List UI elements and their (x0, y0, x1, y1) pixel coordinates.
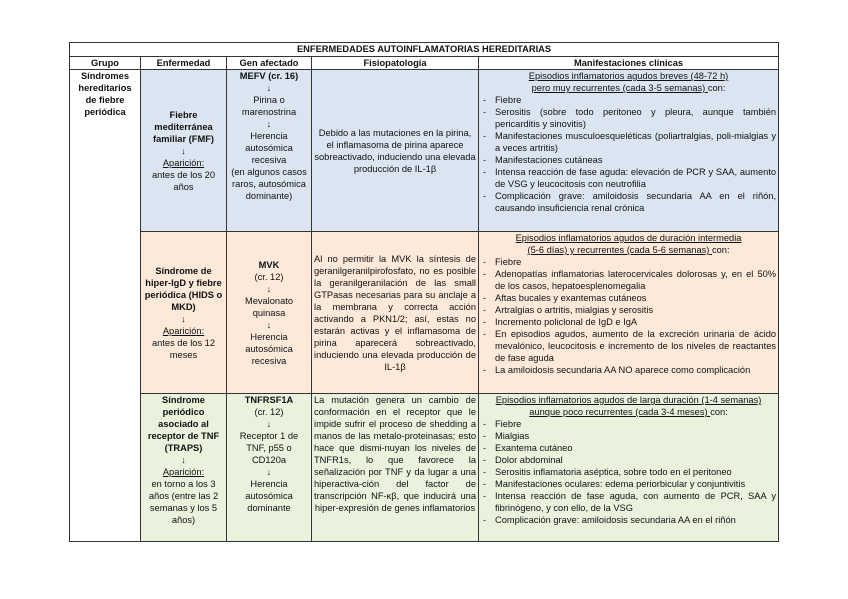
manifestations-list (481, 418, 776, 526)
disease-name: Fiebre mediterránea familiar (FMF) (153, 109, 214, 144)
header-manifestaciones: Manifestaciones clínicas (479, 57, 779, 70)
list-item: - Aftas bucales y exantemas cutáneos (481, 292, 776, 304)
manifestations-cell (479, 232, 779, 394)
table-row-hids (70, 232, 779, 394)
down-arrow-icon: ↓ (181, 313, 186, 324)
group-cell: Síndromes hereditarios de fiebre periódica (70, 70, 141, 542)
manif-head-line2: (5-6 días) y recurrentes (cada 5-6 semanas) (527, 245, 710, 255)
inheritance: Herencia autosómica recesiva (245, 331, 293, 366)
onset-label: Aparición: (162, 467, 205, 477)
gene-chromosome: (cr. 12) (254, 271, 284, 282)
manif-head-line1: Episodios inflamatorios agudos de duración intermedia (515, 233, 742, 243)
down-arrow-icon: ↓ (266, 283, 272, 294)
autoinflammatory-diseases-table (69, 42, 779, 542)
down-arrow-icon: ↓ (181, 145, 186, 156)
physiopathology-cell: Al no permitir la MVK la síntesis de geranilgeranilpirofosfato, no es posible la geranilgeranilación de las small GTPasas necesarias para su anclaje a la membrana y correcta acción activando a PKN1/2; así, estas no estarán activas y el inflamasoma de pirina aparecerá sobreactivado, induciendo una elevada producción de IL-1β (312, 232, 479, 394)
manif-head-tail: con: (707, 83, 726, 93)
onset-label: Aparición: (162, 157, 205, 168)
list-item: - Intensa reacción de fase aguda, con aumento de PCR, SAA y fibrinógeno, y con ello, de la VSG (481, 490, 776, 514)
list-item: - Manifestaciones cutáneas (481, 154, 776, 166)
list-item: - Serositis inflamatoria aséptica, sobre todo en el peritoneo (481, 466, 776, 478)
table-title: ENFERMEDADES AUTOINFLAMATORIAS HEREDITARIAS (70, 43, 779, 57)
list-item: - Serositis (sobre todo peritoneo y pleura, aunque también pericarditis y sinovitis) (481, 106, 776, 130)
manif-head-line1: Episodios inflamatorios agudos de larga duración (1-4 semanas) (495, 395, 762, 405)
list-item: - La amiloidosis secundaria AA NO aparece como complicación (481, 364, 776, 376)
disease-name: Síndrome periódico asociado al receptor de TNF (TRAPS) (147, 395, 220, 453)
manifestations-list (481, 94, 776, 214)
manifestations-heading (481, 70, 776, 94)
gene-chromosome: (cr. 12) (254, 407, 284, 417)
onset-value: antes de los 20 años (151, 169, 216, 192)
disease-name: Síndrome de hiper-IgD y fiebre periódica (HIDS o MKD) (144, 265, 223, 312)
disease-cell (141, 70, 227, 232)
manifestations-heading (481, 394, 776, 418)
physiopathology-cell: La mutación genera un cambio de conformación en el receptor que le impide sufrir el proceso de shedding a manos de las metalo-proteinasas; esto hace que dismi-nuyan los niveles de TNFR1s, lo que favorece la señalización por TNF y da lugar a una hiperactiva-ción del factor de transcripción NF-κβ, que inducirá una hiper-expresión de genes inflamatorios (312, 394, 479, 542)
manif-head-line2: pero muy recurrentes (cada 3-5 semanas) (531, 83, 706, 93)
list-item: - Adenopatías inflamatorias laterocervicales dolorosas y, en el 50% de los casos, hepatoesplenomegalia (481, 268, 776, 292)
inheritance: Herencia autosómica dominante (245, 479, 293, 513)
list-item: - Manifestaciones oculares: edema periorbicular y conjuntivitis (481, 478, 776, 490)
down-arrow-icon: ↓ (181, 455, 186, 465)
gene-cell (227, 70, 312, 232)
onset-value: antes de los 12 meses (151, 337, 216, 360)
table-row-fmf (70, 70, 779, 232)
manif-head-line2: aunque poco recurrentes (cada 3-4 meses) (529, 407, 708, 417)
gene-name: TNFRSF1A (244, 395, 294, 405)
list-item: - Exantema cutáneo (481, 442, 776, 454)
gene-product: Receptor 1 de TNF, p55 o CD120a (239, 431, 299, 465)
gene-product: Mevalonato quinasa (244, 295, 294, 318)
manifestations-cell (479, 70, 779, 232)
manif-head-line1: Episodios inflamatorios agudos breves (48-72 h) (528, 71, 729, 81)
gene-cell (227, 394, 312, 542)
list-item: - Artralgias o artritis, mialgias y serositis (481, 304, 776, 316)
gene-name: MVK (258, 259, 280, 270)
gene-product: Pirina o marenostrina (241, 95, 297, 117)
manif-head-tail: con: (710, 407, 728, 417)
manifestations-list (481, 256, 776, 376)
list-item: - Complicación grave: amiloidosis secundaria AA en el riñón (481, 514, 776, 526)
down-arrow-icon: ↓ (266, 319, 272, 330)
list-item: - Fiebre (481, 94, 776, 106)
down-arrow-icon: ↓ (266, 467, 272, 477)
down-arrow-icon: ↓ (266, 83, 272, 93)
inheritance-note: (en algunos casos raros, autosómica dominante) (231, 167, 307, 201)
onset-value: en torno a los 3 años (entre las 2 semanas y los 5 años) (148, 479, 219, 525)
list-item: - Fiebre (481, 256, 776, 268)
list-item: - Dolor abdominal (481, 454, 776, 466)
header-grupo: Grupo (70, 57, 141, 70)
manifestations-heading (481, 232, 776, 256)
list-item: - Intensa reacción de fase aguda: elevación de PCR y SAA, aumento de VSG y leucocitosis con neutrofilia (481, 166, 776, 190)
onset-label: Aparición: (162, 325, 205, 336)
list-item: - En episodios agudos, aumento de la excreción urinaria de ácido mevalónico, leucocitosis e incremento de los niveles de reactantes de fase aguda (481, 328, 776, 364)
list-item: - Fiebre (481, 418, 776, 430)
list-item: - Manifestaciones musculoesqueléticas (poliartralgias, poli-mialgias y a veces artritis) (481, 130, 776, 154)
table-row-traps (70, 394, 779, 542)
list-item: - Complicación grave: amiloidosis secundaria AA en el riñón, causando insuficiencia renal crónica (481, 190, 776, 214)
gene-cell (227, 232, 312, 394)
disease-cell (141, 394, 227, 542)
list-item: - Mialgias (481, 430, 776, 442)
down-arrow-icon: ↓ (266, 419, 272, 429)
header-gen-afectado: Gen afectado (227, 57, 312, 70)
manif-head-tail: con: (711, 245, 730, 255)
manifestations-cell (479, 394, 779, 542)
header-fisiopatologia: Fisiopatología (312, 57, 479, 70)
physiopathology-cell: Debido a las mutaciones en la pirina, el inflamasoma de pirina aparece sobreactivado, induciendo una elevada producción de IL-1β (312, 70, 479, 232)
list-item: - Incremento policlonal de IgD e IgA (481, 316, 776, 328)
gene-name: MEFV (cr. 16) (239, 71, 299, 81)
disease-cell (141, 232, 227, 394)
header-enfermedad: Enfermedad (141, 57, 227, 70)
down-arrow-icon: ↓ (266, 119, 272, 129)
inheritance: Herencia autosómica recesiva (245, 131, 293, 165)
